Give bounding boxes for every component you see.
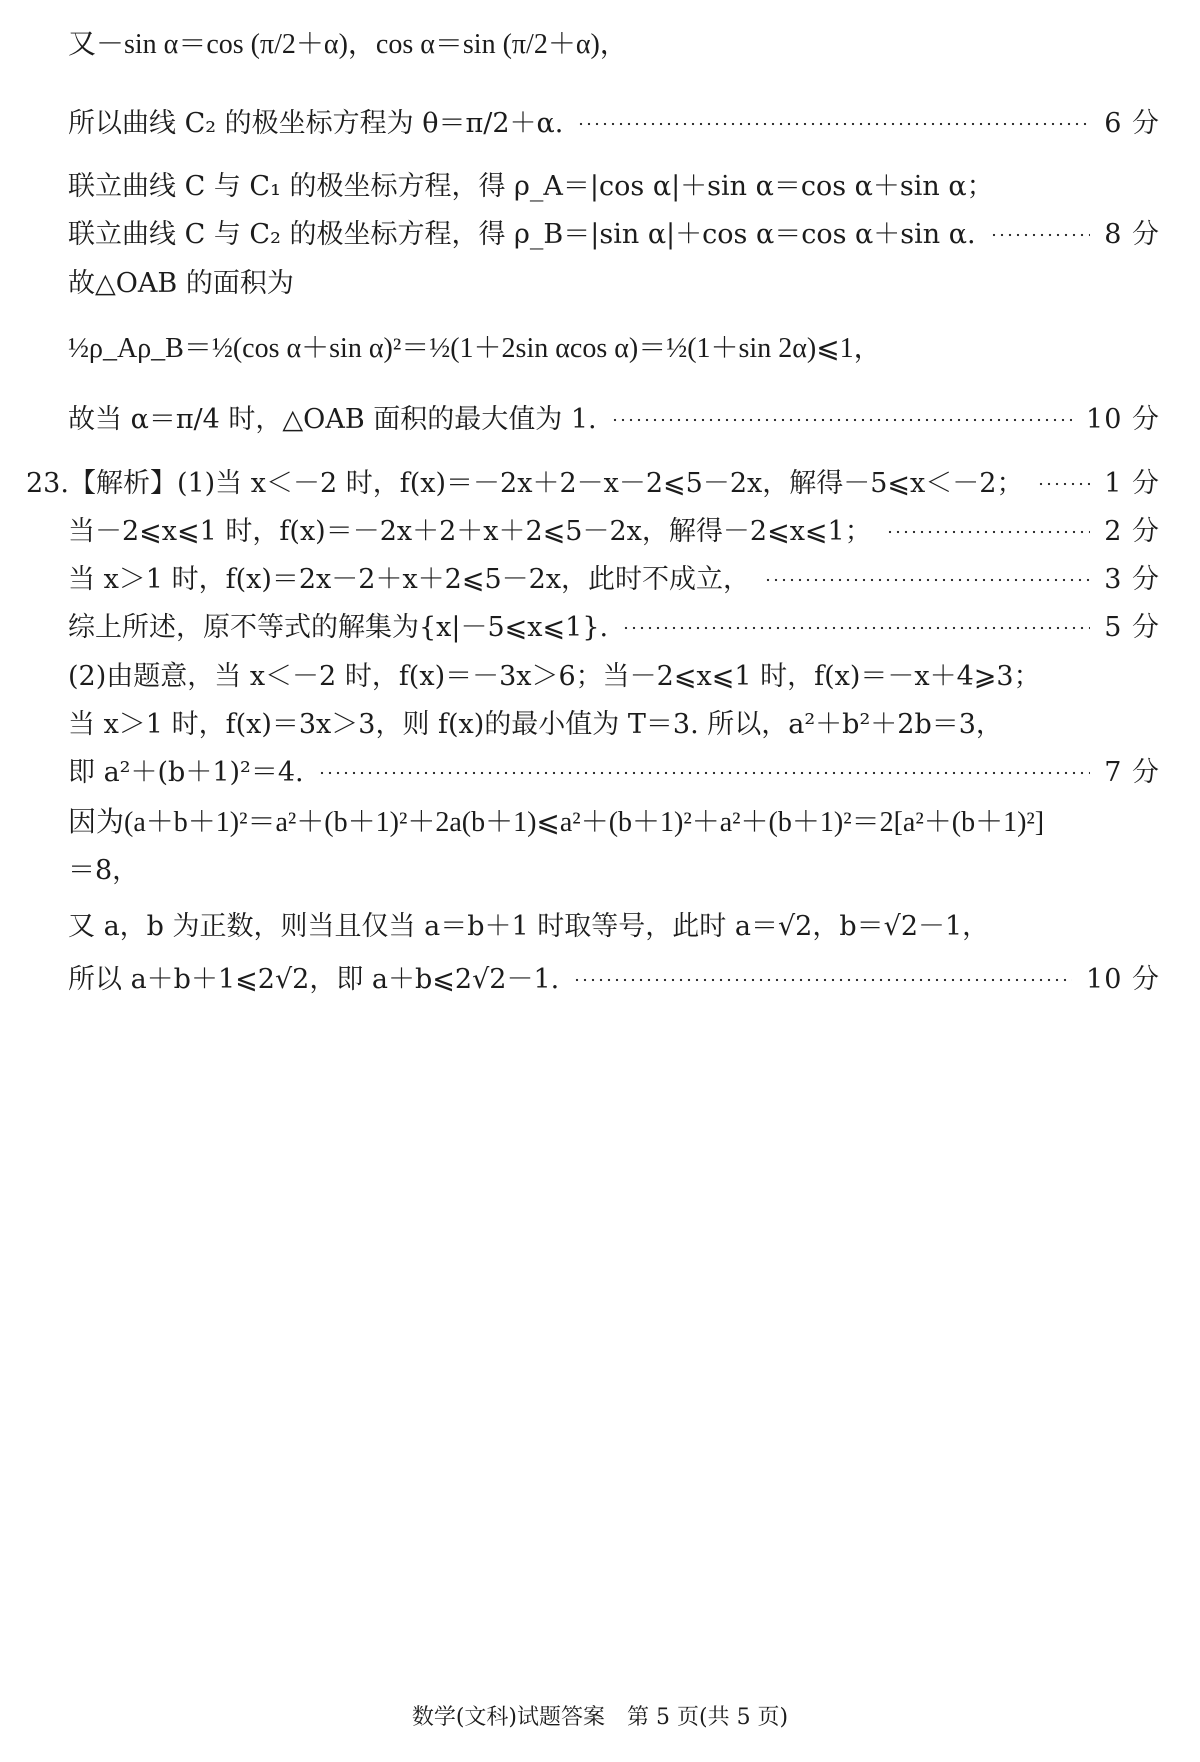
line-text: 当 x＞1 时，f(x)＝2x－2＋x＋2⩽5－2x，此时不成立， — [68, 564, 751, 595]
line-text: 联立曲线 C 与 C₂ 的极坐标方程，得 ρ_B＝|sin α|＋cos α＝cos α＋sin α. — [68, 219, 976, 250]
line-text: 因为(a＋b＋1)²＝a²＋(b＋1)²＋2a(b＋1)⩽a²＋(b＋1)²＋a²＋(b＋1)²＝2[a²＋(b＋1)²] — [68, 807, 1045, 838]
text-line — [68, 404, 1160, 436]
text-line — [68, 268, 1160, 300]
text-line — [68, 171, 1160, 203]
line-text: ＝8， — [68, 855, 140, 886]
line-text: ½ρ_Aρ_B＝½(cos α＋sin α)²＝½(1＋2sin αcos α)＝½(1＋sin 2α)⩽1， — [68, 333, 882, 364]
text-line — [68, 332, 1160, 366]
leader-dots — [990, 233, 1091, 237]
text-line — [68, 564, 1160, 596]
line-text: 即 a²＋(b＋1)²＝4. — [68, 757, 304, 788]
leader-dots — [1037, 482, 1090, 486]
text-line — [68, 219, 1160, 251]
leader-dots — [886, 530, 1091, 534]
line-text: 又 a，b 为正数，则当且仅当 a＝b＋1 时取等号，此时 a＝√2，b＝√2－1， — [68, 911, 990, 942]
text-line — [26, 468, 1160, 500]
line-text: (2)由题意，当 x＜－2 时，f(x)＝－3x＞6；当－2⩽x⩽1 时，f(x)＝－x＋4⩾3； — [68, 661, 1041, 692]
line-text: 联立曲线 C 与 C₁ 的极坐标方程，得 ρ_A＝|cos α|＋sin α＝cos α＋sin α； — [68, 171, 994, 202]
line-text: 23.【解析】(1)当 x＜－2 时，f(x)＝－2x＋2－x－2⩽5－2x，解得－5⩽x＜－2； — [26, 468, 1024, 499]
text-line — [68, 612, 1160, 644]
leader-dots — [611, 418, 1072, 422]
line-text: 又－sin α＝cos (π/2＋α)，cos α＝sin (π/2＋α)， — [68, 29, 628, 60]
line-text: 故当 α＝π/4 时，△OAB 面积的最大值为 1. — [68, 404, 597, 435]
score-label: 8 分 — [1104, 219, 1160, 250]
leader-dots — [764, 578, 1090, 582]
leader-dots — [577, 122, 1090, 126]
line-text: 当－2⩽x⩽1 时，f(x)＝－2x＋2＋x＋2⩽5－2x，解得－2⩽x⩽1； — [68, 516, 872, 547]
line-text: 所以曲线 C₂ 的极坐标方程为 θ＝π/2＋α. — [68, 108, 564, 139]
text-line — [68, 855, 1160, 887]
score-label: 3 分 — [1104, 564, 1160, 595]
text-line — [68, 661, 1160, 693]
text-line — [68, 964, 1160, 996]
leader-dots — [318, 771, 1091, 775]
line-text: 当 x＞1 时，f(x)＝3x＞3，则 f(x)的最小值为 T＝3. 所以，a²＋b²＋2b＝3， — [68, 709, 1003, 740]
score-label: 5 分 — [1104, 612, 1160, 643]
page-footer: 数学(文科)试题答案 第 5 页(共 5 页) — [411, 1705, 789, 1730]
text-line — [68, 108, 1160, 140]
leader-dots — [622, 626, 1090, 630]
text-line — [68, 516, 1160, 548]
text-line — [68, 806, 1160, 840]
score-label: 10 分 — [1086, 404, 1160, 435]
score-label: 1 分 — [1104, 468, 1160, 499]
score-label: 7 分 — [1104, 757, 1160, 788]
score-label: 2 分 — [1104, 516, 1160, 547]
line-text: 综上所述，原不等式的解集为{x|－5⩽x⩽1}. — [68, 612, 609, 643]
score-label: 6 分 — [1104, 108, 1160, 139]
text-line — [68, 709, 1160, 741]
text-line — [68, 28, 1160, 62]
line-text: 所以 a＋b＋1⩽2√2，即 a＋b⩽2√2－1. — [68, 964, 560, 995]
leader-dots — [573, 978, 1072, 982]
score-label: 10 分 — [1086, 964, 1160, 995]
text-line — [68, 757, 1160, 789]
line-text: 故△OAB 的面积为 — [68, 268, 294, 299]
text-line — [68, 911, 1160, 943]
